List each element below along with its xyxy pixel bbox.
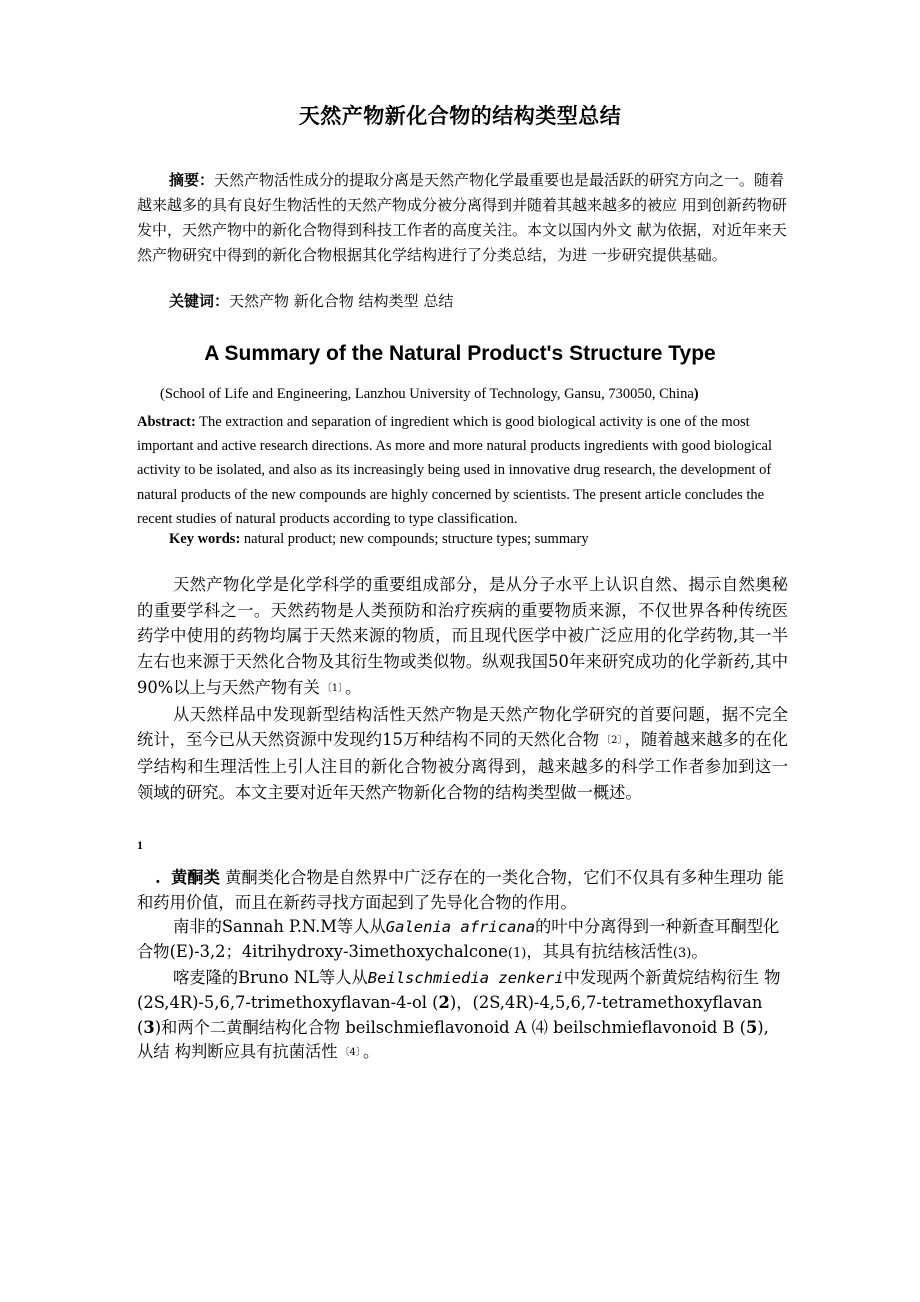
section-number: 1 [137, 838, 143, 852]
section-paragraph-3 [137, 966, 789, 1065]
s-p2-a: 南非的Sannah P.N.M等人从 [173, 917, 386, 937]
section-heading: 黄酮类 [171, 868, 220, 887]
compound-number-3: 3 [143, 1017, 155, 1037]
abstract-cn-label: 摘要： [169, 171, 215, 189]
abstract-cn-text: 天然产物活性成分的提取分离是天然产物化学最重要也是最活跃的研究方向之一。随着越来越多的具有良好生物活性的天然产物成分被分离得到并随着其越来越多的被应 用到创新药物研发中，天然产物中的新化合物得到科技工作者的高度关注。本文以国内外文 献为依据，对近年来天然产物研究中得到的新化合物根据其化学结构进行了分类总结，为进 一步研究提供基础。 [137, 171, 787, 264]
intro-p2-text: 从天然样品中发现新型结构活性天然产物是天然产物化学研究的首要问题，据不完全统计，至今已从天然资源中发现约15万种结构不同的天然化合物 [137, 704, 788, 750]
intro-p1-text: 天然产物化学是化学科学的重要组成部分，是从分子水平上认识自然、揭示自然奥秘的重要学科之一。天然药物是人类预防和治疗疾病的重要物质来源，不仅世界各种传统医药学中使用的药物均属于天然来源的物质，而且现代医学中被广泛应用的化学药物,其一半左右也来源于天然化合物及其衍生物或类似物。纵观我国50年来研究成功的化学新药,其中90%以上与天然产物有关 [137, 575, 788, 697]
intro-p2-end: ，随着越来越多的在化学结构和生理活性上引人注目的新化合物被分离得到，越来越多的科学工作者参加到这一领域的研究。本文主要对近年天然产物新化合物的结构类型做一概述。 [137, 730, 788, 802]
abstract-chinese [137, 168, 792, 268]
paper-title-chinese: 天然产物新化合物的结构类型总结 [298, 104, 622, 128]
compound-number-2: 2 [438, 992, 450, 1012]
keywords-chinese [169, 289, 453, 314]
citation-2: 〔2〕 [601, 735, 623, 747]
abstract-en-text: The extraction and separation of ingredient which is good biological activity is one of the most important and active research directions. As more and more natural products ingredients with good biological activity to be isolated, and also as its increasingly being used in innovative drug research, the development of natural products of the new compounds are highly concerned by scientists. The present article concludes the recent studies of natural products according to type classification. [137, 414, 772, 527]
affiliation-text: (School of Life and Engineering, Lanzhou University of Technology, Gansu, 730050, China [160, 386, 694, 402]
keywords-english [169, 531, 589, 548]
s-p3-end: 。 [362, 1042, 380, 1062]
abstract-english [137, 410, 793, 531]
affiliation-close: ) [693, 386, 699, 402]
abstract-en-label: Abstract: [137, 414, 196, 430]
s-p2-d: ，其具有抗结核活性 [526, 941, 673, 961]
compound-ref-1: (1) [507, 945, 527, 961]
s-p3-a: 喀麦隆的Bruno NL等人从 [173, 968, 368, 988]
compound-number-5: 5 [745, 1017, 758, 1037]
keywords-en-label: Key words: [169, 531, 241, 547]
section-paragraph-2 [137, 915, 789, 966]
introduction [137, 572, 788, 805]
keywords-en-text: natural product; new compounds; structure types; summary [240, 531, 589, 547]
paper-title-english: A Summary of the Natural Product's Structure Type [204, 342, 716, 365]
species-name-1: Galenia africana [385, 918, 536, 937]
section-intro [137, 866, 789, 915]
section-intro-text: 黄酮类化合物是自然界中广泛存在的一类化合物，它们不仅具有多种生理功 能和药用价值，而且在新药寻找方面起到了先导化合物的作用。 [137, 868, 784, 912]
intro-p1-end: 。 [345, 677, 362, 697]
s-p3-e: ), 从结 构判断应具有抗菌活性 [137, 1017, 769, 1062]
s-p3-b: 中发现两个新黄烷结构衍生 物(2S,4R)-5,6,7-trimethoxyflavan-4-ol ( [137, 968, 781, 1012]
affiliation [160, 386, 699, 403]
intro-paragraph-1 [137, 572, 788, 702]
keywords-cn-label: 关键词： [169, 292, 230, 310]
section-lead-dot: . [155, 868, 161, 887]
s-p2-b: 的叶中分离得到一种新查耳酮型化合物(E)-3,2；4itrihydroxy-3imethoxychalcone [137, 917, 780, 961]
citation-1: 〔1〕 [321, 682, 344, 694]
s-p2-e: 。 [691, 941, 708, 961]
citation-4: 〔4〕 [339, 1047, 361, 1059]
s-p3-d: )和两个二黄酮结构化合物 beilschmieflavonoid A ⑷ beilschmieflavonoid B ( [154, 1017, 746, 1037]
s-p3-c: )，(2S,4R)-4,5,6,7-tetramethoxyflavan ( [137, 992, 763, 1037]
intro-paragraph-2 [137, 702, 788, 806]
compound-ref-3: (3) [672, 945, 692, 961]
keywords-cn-text: 天然产物 新化合物 结构类型 总结 [229, 292, 454, 310]
section-flavonoids [137, 866, 789, 1066]
species-name-2: Beilschmiedia zenkeri [367, 969, 564, 988]
